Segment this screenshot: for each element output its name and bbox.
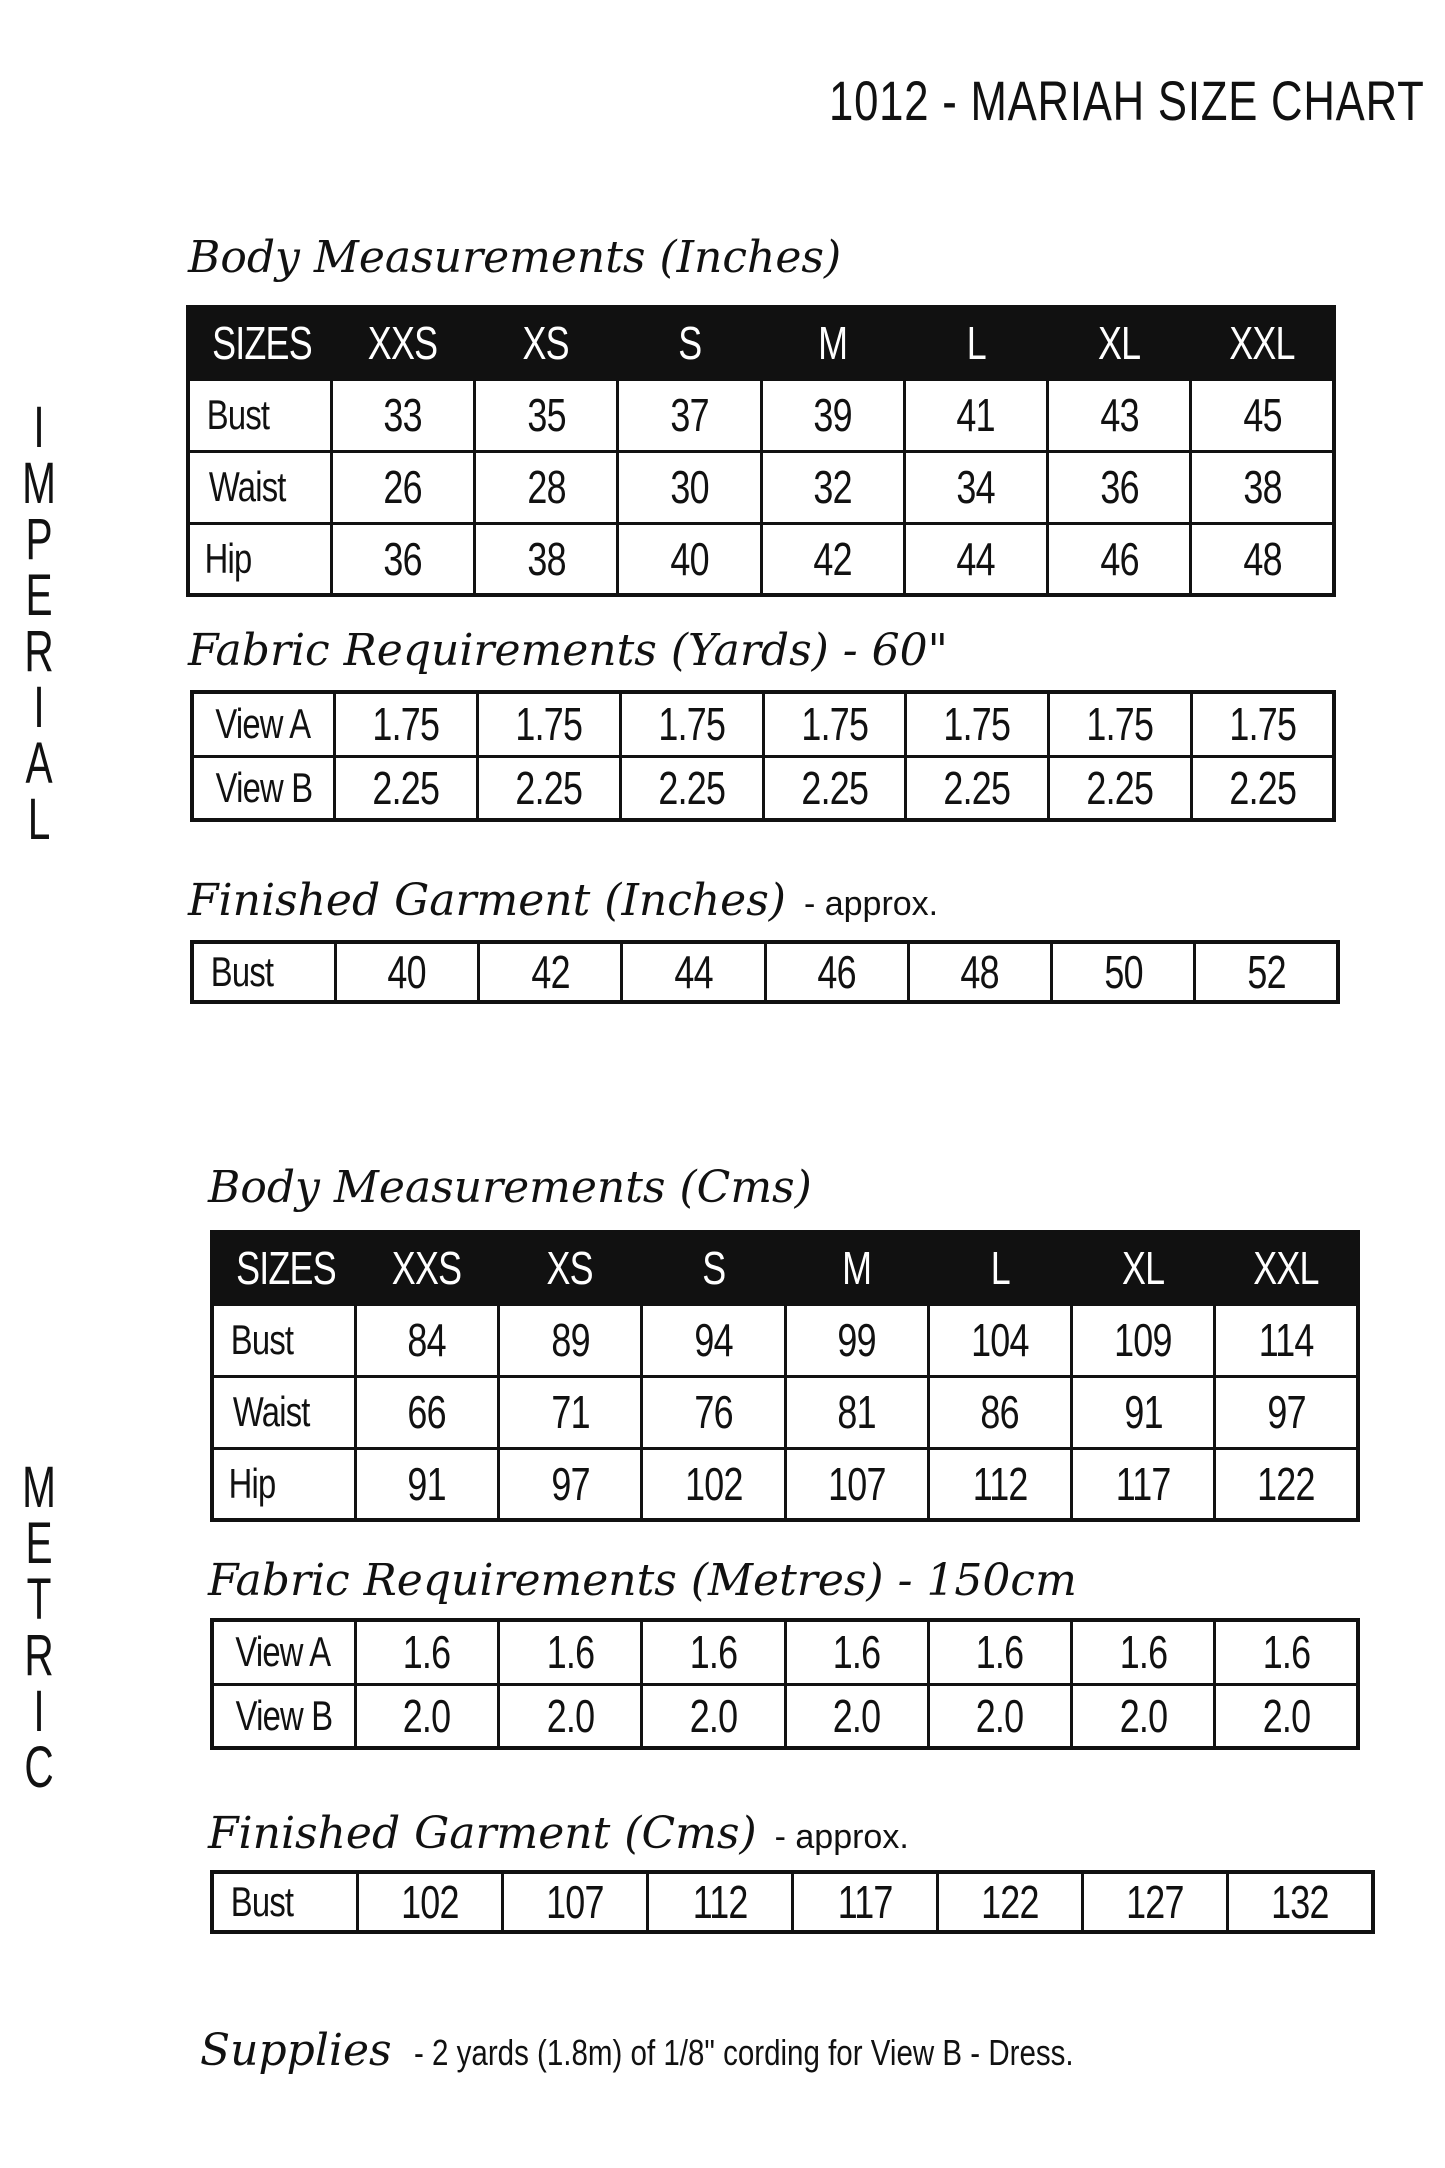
sizes-header: SIZES xyxy=(188,307,331,379)
table-cell: 2.0 xyxy=(499,1684,642,1748)
table-cell: 112 xyxy=(928,1448,1071,1520)
table-row xyxy=(212,1304,1358,1376)
side-letter: M xyxy=(22,1455,56,1520)
table-cell: 117 xyxy=(1072,1448,1215,1520)
table-cell: 76 xyxy=(642,1376,785,1448)
table-cell: 2.0 xyxy=(928,1684,1071,1748)
side-letter: E xyxy=(25,1511,53,1576)
supplies-label: Supplies xyxy=(200,2025,392,2076)
table-cell: 1.75 xyxy=(1191,692,1334,756)
table-cell: 2.0 xyxy=(1215,1684,1358,1748)
side-letter: E xyxy=(25,563,53,628)
size-header: L xyxy=(904,307,1047,379)
table-cell: 2.25 xyxy=(763,756,906,820)
supplies-note xyxy=(200,2025,1218,2076)
table-cell: 30 xyxy=(618,451,761,523)
size-header: XS xyxy=(475,307,618,379)
side-letter: P xyxy=(25,507,53,572)
side-letter: A xyxy=(25,731,53,796)
imperial-fabric-table xyxy=(190,690,1336,822)
page-title: 1012 - MARIAH SIZE CHART xyxy=(829,69,1425,132)
table-cell: 2.0 xyxy=(785,1684,928,1748)
row-label: View A xyxy=(212,1620,355,1684)
size-header: M xyxy=(785,1232,928,1304)
table-row xyxy=(212,1376,1358,1448)
table-cell: 2.0 xyxy=(355,1684,498,1748)
table-row xyxy=(212,1448,1358,1520)
table-cell: 1.6 xyxy=(499,1620,642,1684)
metric-body-table xyxy=(210,1230,1360,1522)
table-cell: 1.75 xyxy=(620,692,763,756)
table-cell: 89 xyxy=(499,1304,642,1376)
table-cell: 1.6 xyxy=(642,1620,785,1684)
table-header-row xyxy=(212,1232,1358,1304)
table-cell: 44 xyxy=(622,942,765,1002)
table-cell: 97 xyxy=(499,1448,642,1520)
table-cell: 66 xyxy=(355,1376,498,1448)
row-label: Bust xyxy=(192,942,335,1002)
table-cell: 46 xyxy=(1048,523,1191,595)
size-header: XXL xyxy=(1215,1232,1358,1304)
row-label: Waist xyxy=(212,1376,355,1448)
table-cell: 46 xyxy=(765,942,908,1002)
table-cell: 42 xyxy=(479,942,622,1002)
table-cell: 48 xyxy=(1191,523,1334,595)
table-cell: 71 xyxy=(499,1376,642,1448)
metric-finished-heading xyxy=(208,1808,909,1859)
size-header: XXS xyxy=(355,1232,498,1304)
table-cell: 2.0 xyxy=(1072,1684,1215,1748)
side-letter: I xyxy=(33,395,45,460)
table-row xyxy=(192,942,1338,1002)
table-cell: 102 xyxy=(357,1872,502,1932)
table-row xyxy=(192,692,1334,756)
metric-body-heading: Body Measurements (Cms) xyxy=(208,1162,812,1213)
table-cell: 36 xyxy=(331,523,474,595)
table-cell: 44 xyxy=(904,523,1047,595)
table-cell: 127 xyxy=(1083,1872,1228,1932)
table-cell: 99 xyxy=(785,1304,928,1376)
row-label: Bust xyxy=(212,1872,357,1932)
imperial-side-label xyxy=(22,395,57,852)
table-row xyxy=(212,1684,1358,1748)
side-letter: L xyxy=(27,787,51,852)
sizes-header: SIZES xyxy=(212,1232,355,1304)
table-cell: 43 xyxy=(1048,379,1191,451)
table-cell: 1.6 xyxy=(785,1620,928,1684)
table-cell: 109 xyxy=(1072,1304,1215,1376)
table-cell: 2.25 xyxy=(620,756,763,820)
table-cell: 1.6 xyxy=(355,1620,498,1684)
metric-finished-title: Finished Garment (Cms) xyxy=(208,1808,757,1859)
table-cell: 40 xyxy=(335,942,478,1002)
table-cell: 94 xyxy=(642,1304,785,1376)
imperial-finished-heading xyxy=(188,875,938,926)
table-cell: 40 xyxy=(618,523,761,595)
side-letter: R xyxy=(24,619,54,684)
imperial-finished-table xyxy=(190,940,1340,1004)
table-cell: 2.25 xyxy=(478,756,621,820)
table-cell: 1.75 xyxy=(763,692,906,756)
table-cell: 2.25 xyxy=(335,756,478,820)
table-cell: 97 xyxy=(1215,1376,1358,1448)
metric-side-label xyxy=(22,1455,57,1800)
table-header-row xyxy=(188,307,1334,379)
table-cell: 35 xyxy=(475,379,618,451)
table-cell: 38 xyxy=(1191,451,1334,523)
side-letter: C xyxy=(24,1735,54,1800)
table-cell: 86 xyxy=(928,1376,1071,1448)
row-label: View B xyxy=(212,1684,355,1748)
table-cell: 104 xyxy=(928,1304,1071,1376)
table-cell: 2.25 xyxy=(1191,756,1334,820)
table-cell: 33 xyxy=(331,379,474,451)
imperial-body-heading: Body Measurements (Inches) xyxy=(188,232,842,283)
row-label: Bust xyxy=(188,379,331,451)
imperial-finished-title: Finished Garment (Inches) xyxy=(188,875,786,926)
table-cell: 84 xyxy=(355,1304,498,1376)
metric-finished-suffix: - approx. xyxy=(774,1818,909,1856)
table-row xyxy=(192,756,1334,820)
size-header: XS xyxy=(499,1232,642,1304)
table-cell: 34 xyxy=(904,451,1047,523)
table-cell: 41 xyxy=(904,379,1047,451)
size-header: S xyxy=(642,1232,785,1304)
table-cell: 39 xyxy=(761,379,904,451)
table-row xyxy=(188,379,1334,451)
supplies-text: - 2 yards (1.8m) of 1/8" cording for View B - Dress. xyxy=(413,2032,1074,2073)
table-cell: 91 xyxy=(1072,1376,1215,1448)
table-cell: 114 xyxy=(1215,1304,1358,1376)
table-cell: 50 xyxy=(1052,942,1195,1002)
table-cell: 2.0 xyxy=(642,1684,785,1748)
table-cell: 1.75 xyxy=(906,692,1049,756)
metric-finished-table xyxy=(210,1870,1375,1934)
table-cell: 1.75 xyxy=(335,692,478,756)
table-row xyxy=(188,523,1334,595)
side-letter: M xyxy=(22,451,56,516)
imperial-body-table xyxy=(186,305,1336,597)
side-letter: T xyxy=(26,1567,52,1632)
table-cell: 1.75 xyxy=(1049,692,1192,756)
side-letter: I xyxy=(33,675,45,740)
table-row xyxy=(212,1872,1373,1932)
table-cell: 52 xyxy=(1195,942,1338,1002)
table-row xyxy=(188,451,1334,523)
imperial-fabric-heading: Fabric Requirements (Yards) - 60" xyxy=(188,625,948,676)
size-header: XL xyxy=(1072,1232,1215,1304)
row-label: Waist xyxy=(188,451,331,523)
table-cell: 1.6 xyxy=(1215,1620,1358,1684)
table-cell: 45 xyxy=(1191,379,1334,451)
table-cell: 81 xyxy=(785,1376,928,1448)
row-label: Hip xyxy=(212,1448,355,1520)
table-cell: 107 xyxy=(785,1448,928,1520)
size-header: XL xyxy=(1048,307,1191,379)
table-cell: 2.25 xyxy=(906,756,1049,820)
table-cell: 117 xyxy=(793,1872,938,1932)
size-header: XXS xyxy=(331,307,474,379)
row-label: View B xyxy=(192,756,335,820)
table-cell: 132 xyxy=(1228,1872,1373,1932)
side-letter: I xyxy=(33,1679,45,1744)
table-cell: 91 xyxy=(355,1448,498,1520)
table-cell: 36 xyxy=(1048,451,1191,523)
table-cell: 122 xyxy=(938,1872,1083,1932)
side-letter: R xyxy=(24,1623,54,1688)
table-row xyxy=(212,1620,1358,1684)
table-cell: 28 xyxy=(475,451,618,523)
size-header: M xyxy=(761,307,904,379)
table-cell: 2.25 xyxy=(1049,756,1192,820)
table-cell: 122 xyxy=(1215,1448,1358,1520)
table-cell: 32 xyxy=(761,451,904,523)
row-label: View A xyxy=(192,692,335,756)
table-cell: 102 xyxy=(642,1448,785,1520)
table-cell: 112 xyxy=(647,1872,792,1932)
size-header: S xyxy=(618,307,761,379)
size-header: L xyxy=(928,1232,1071,1304)
table-cell: 1.75 xyxy=(478,692,621,756)
table-cell: 107 xyxy=(502,1872,647,1932)
table-cell: 37 xyxy=(618,379,761,451)
size-header: XXL xyxy=(1191,307,1334,379)
table-cell: 48 xyxy=(908,942,1051,1002)
row-label: Bust xyxy=(212,1304,355,1376)
metric-fabric-table xyxy=(210,1618,1360,1750)
table-cell: 38 xyxy=(475,523,618,595)
table-cell: 1.6 xyxy=(928,1620,1071,1684)
table-cell: 26 xyxy=(331,451,474,523)
row-label: Hip xyxy=(188,523,331,595)
imperial-finished-suffix: - approx. xyxy=(803,885,939,923)
table-cell: 1.6 xyxy=(1072,1620,1215,1684)
table-cell: 42 xyxy=(761,523,904,595)
metric-fabric-heading: Fabric Requirements (Metres) - 150cm xyxy=(208,1555,1077,1606)
